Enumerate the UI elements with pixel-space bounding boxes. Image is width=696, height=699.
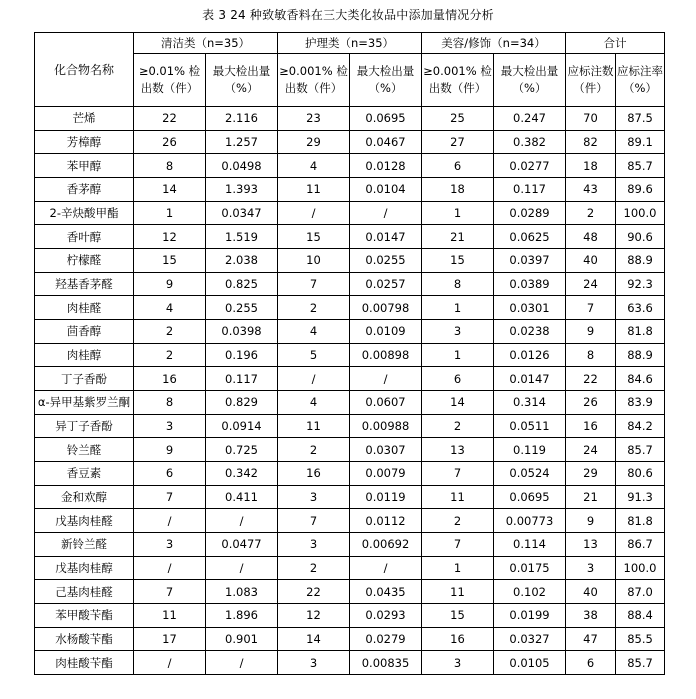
table-row bbox=[35, 604, 665, 628]
compound-name-cell: 肉桂醛 bbox=[35, 296, 134, 320]
label-count-cell: 7 bbox=[566, 296, 616, 320]
makeup-max-cell: 0.0147 bbox=[494, 367, 566, 391]
makeup-max-cell: 0.314 bbox=[494, 391, 566, 415]
compound-name-cell: 香豆素 bbox=[35, 462, 134, 486]
label-count-cell: 18 bbox=[566, 154, 616, 178]
cleaning-count-cell: 26 bbox=[134, 130, 206, 154]
makeup-count-cell: 2 bbox=[422, 414, 494, 438]
care-count-cell: / bbox=[278, 201, 350, 225]
table-row bbox=[35, 509, 665, 533]
subheader-cleaning-count: ≥0.01% 检出数（件） bbox=[134, 54, 206, 107]
subheader-makeup-max: 最大检出量（%） bbox=[494, 54, 566, 107]
cleaning-count-cell: / bbox=[134, 509, 206, 533]
makeup-max-cell: 0.0511 bbox=[494, 414, 566, 438]
label-rate-cell: 81.8 bbox=[616, 509, 665, 533]
label-count-cell: 3 bbox=[566, 556, 616, 580]
care-count-cell: 5 bbox=[278, 343, 350, 367]
care-max-cell: 0.0467 bbox=[350, 130, 422, 154]
label-rate-cell: 90.6 bbox=[616, 225, 665, 249]
makeup-max-cell: 0.00773 bbox=[494, 509, 566, 533]
makeup-max-cell: 0.0327 bbox=[494, 627, 566, 651]
makeup-max-cell: 0.0277 bbox=[494, 154, 566, 178]
cleaning-max-cell: 0.196 bbox=[206, 343, 278, 367]
table-body bbox=[35, 107, 665, 675]
cleaning-max-cell: 1.519 bbox=[206, 225, 278, 249]
care-max-cell: 0.0293 bbox=[350, 604, 422, 628]
makeup-max-cell: 0.0625 bbox=[494, 225, 566, 249]
table-row bbox=[35, 485, 665, 509]
cleaning-max-cell: 1.257 bbox=[206, 130, 278, 154]
cleaning-max-cell: 0.411 bbox=[206, 485, 278, 509]
makeup-count-cell: 1 bbox=[422, 201, 494, 225]
makeup-count-cell: 6 bbox=[422, 367, 494, 391]
care-count-cell: / bbox=[278, 367, 350, 391]
cleaning-max-cell: 2.116 bbox=[206, 107, 278, 131]
care-count-cell: 3 bbox=[278, 651, 350, 675]
makeup-max-cell: 0.0105 bbox=[494, 651, 566, 675]
cleaning-max-cell: 0.829 bbox=[206, 391, 278, 415]
makeup-count-cell: 13 bbox=[422, 438, 494, 462]
makeup-count-cell: 8 bbox=[422, 272, 494, 296]
makeup-max-cell: 0.0289 bbox=[494, 201, 566, 225]
cleaning-max-cell: 0.0347 bbox=[206, 201, 278, 225]
cleaning-max-cell: 0.0398 bbox=[206, 320, 278, 344]
table-row bbox=[35, 225, 665, 249]
care-count-cell: 29 bbox=[278, 130, 350, 154]
label-rate-cell: 86.7 bbox=[616, 533, 665, 557]
care-count-cell: 7 bbox=[278, 509, 350, 533]
subheader-label-rate: 应标注率（%） bbox=[616, 54, 665, 107]
cleaning-max-cell: / bbox=[206, 651, 278, 675]
label-count-cell: 43 bbox=[566, 178, 616, 202]
makeup-max-cell: 0.382 bbox=[494, 130, 566, 154]
compound-name-cell: 戊基肉桂醇 bbox=[35, 556, 134, 580]
cleaning-count-cell: 8 bbox=[134, 391, 206, 415]
table-row bbox=[35, 462, 665, 486]
label-count-cell: 21 bbox=[566, 485, 616, 509]
care-max-cell: 0.00692 bbox=[350, 533, 422, 557]
care-max-cell: 0.0279 bbox=[350, 627, 422, 651]
cleaning-max-cell: 0.825 bbox=[206, 272, 278, 296]
label-rate-cell: 80.6 bbox=[616, 462, 665, 486]
makeup-max-cell: 0.0175 bbox=[494, 556, 566, 580]
cleaning-count-cell: 11 bbox=[134, 604, 206, 628]
makeup-count-cell: 1 bbox=[422, 556, 494, 580]
label-rate-cell: 92.3 bbox=[616, 272, 665, 296]
cleaning-count-cell: 1 bbox=[134, 201, 206, 225]
makeup-max-cell: 0.0389 bbox=[494, 272, 566, 296]
care-count-cell: 14 bbox=[278, 627, 350, 651]
cleaning-max-cell: 0.0498 bbox=[206, 154, 278, 178]
label-rate-cell: 88.9 bbox=[616, 343, 665, 367]
makeup-count-cell: 3 bbox=[422, 651, 494, 675]
compound-name-cell: 2-辛炔酸甲酯 bbox=[35, 201, 134, 225]
makeup-count-cell: 25 bbox=[422, 107, 494, 131]
cleaning-max-cell: / bbox=[206, 509, 278, 533]
cleaning-max-cell: 1.896 bbox=[206, 604, 278, 628]
care-count-cell: 23 bbox=[278, 107, 350, 131]
care-max-cell: 0.00798 bbox=[350, 296, 422, 320]
cleaning-count-cell: 15 bbox=[134, 249, 206, 273]
care-max-cell: 0.00898 bbox=[350, 343, 422, 367]
label-rate-cell: 63.6 bbox=[616, 296, 665, 320]
cleaning-count-cell: 7 bbox=[134, 485, 206, 509]
care-max-cell: 0.0119 bbox=[350, 485, 422, 509]
label-count-cell: 24 bbox=[566, 438, 616, 462]
makeup-max-cell: 0.102 bbox=[494, 580, 566, 604]
label-rate-cell: 100.0 bbox=[616, 201, 665, 225]
makeup-count-cell: 18 bbox=[422, 178, 494, 202]
care-max-cell: 0.0112 bbox=[350, 509, 422, 533]
label-count-cell: 8 bbox=[566, 343, 616, 367]
care-count-cell: 2 bbox=[278, 556, 350, 580]
table-row bbox=[35, 272, 665, 296]
makeup-count-cell: 15 bbox=[422, 249, 494, 273]
makeup-max-cell: 0.0524 bbox=[494, 462, 566, 486]
compound-name-cell: 戊基肉桂醛 bbox=[35, 509, 134, 533]
care-max-cell: 0.0109 bbox=[350, 320, 422, 344]
care-max-cell: 0.0607 bbox=[350, 391, 422, 415]
makeup-max-cell: 0.0199 bbox=[494, 604, 566, 628]
group-header-cleaning: 清洁类（n=35） bbox=[134, 33, 278, 54]
makeup-count-cell: 6 bbox=[422, 154, 494, 178]
table-row bbox=[35, 391, 665, 415]
care-max-cell: 0.0079 bbox=[350, 462, 422, 486]
care-max-cell: / bbox=[350, 367, 422, 391]
makeup-count-cell: 1 bbox=[422, 296, 494, 320]
makeup-max-cell: 0.119 bbox=[494, 438, 566, 462]
cleaning-count-cell: 6 bbox=[134, 462, 206, 486]
group-header-care: 护理类（n=35） bbox=[278, 33, 422, 54]
compound-name-cell: 水杨酸苄酯 bbox=[35, 627, 134, 651]
label-rate-cell: 88.4 bbox=[616, 604, 665, 628]
label-rate-cell: 84.6 bbox=[616, 367, 665, 391]
label-count-cell: 16 bbox=[566, 414, 616, 438]
cleaning-count-cell: 7 bbox=[134, 580, 206, 604]
label-rate-cell: 88.9 bbox=[616, 249, 665, 273]
care-count-cell: 11 bbox=[278, 178, 350, 202]
table-row bbox=[35, 556, 665, 580]
compound-name-cell: 柠檬醛 bbox=[35, 249, 134, 273]
compound-name-cell: 茴香醇 bbox=[35, 320, 134, 344]
label-count-cell: 48 bbox=[566, 225, 616, 249]
table-row bbox=[35, 130, 665, 154]
care-count-cell: 22 bbox=[278, 580, 350, 604]
table-row bbox=[35, 249, 665, 273]
cleaning-max-cell: / bbox=[206, 556, 278, 580]
compound-name-cell: 香叶醇 bbox=[35, 225, 134, 249]
cleaning-count-cell: 9 bbox=[134, 438, 206, 462]
label-rate-cell: 85.5 bbox=[616, 627, 665, 651]
makeup-count-cell: 1 bbox=[422, 343, 494, 367]
table-row bbox=[35, 438, 665, 462]
cleaning-count-cell: 14 bbox=[134, 178, 206, 202]
cleaning-count-cell: 8 bbox=[134, 154, 206, 178]
compound-name-cell: 丁子香酚 bbox=[35, 367, 134, 391]
makeup-max-cell: 0.114 bbox=[494, 533, 566, 557]
makeup-count-cell: 7 bbox=[422, 533, 494, 557]
makeup-max-cell: 0.0301 bbox=[494, 296, 566, 320]
care-count-cell: 2 bbox=[278, 438, 350, 462]
compound-name-cell: 异丁子香酚 bbox=[35, 414, 134, 438]
makeup-max-cell: 0.0397 bbox=[494, 249, 566, 273]
label-rate-cell: 89.1 bbox=[616, 130, 665, 154]
cleaning-max-cell: 0.117 bbox=[206, 367, 278, 391]
table-row bbox=[35, 296, 665, 320]
care-count-cell: 12 bbox=[278, 604, 350, 628]
makeup-count-cell: 21 bbox=[422, 225, 494, 249]
care-max-cell: 0.0435 bbox=[350, 580, 422, 604]
care-count-cell: 16 bbox=[278, 462, 350, 486]
compound-name-cell: 芳樟醇 bbox=[35, 130, 134, 154]
care-max-cell: 0.0695 bbox=[350, 107, 422, 131]
care-count-cell: 11 bbox=[278, 414, 350, 438]
cleaning-count-cell: 17 bbox=[134, 627, 206, 651]
label-count-cell: 2 bbox=[566, 201, 616, 225]
table-row bbox=[35, 320, 665, 344]
label-rate-cell: 84.2 bbox=[616, 414, 665, 438]
table-row bbox=[35, 580, 665, 604]
label-rate-cell: 87.0 bbox=[616, 580, 665, 604]
cleaning-max-cell: 0.255 bbox=[206, 296, 278, 320]
care-max-cell: / bbox=[350, 556, 422, 580]
label-rate-cell: 85.7 bbox=[616, 651, 665, 675]
data-table bbox=[34, 32, 665, 675]
makeup-max-cell: 0.0695 bbox=[494, 485, 566, 509]
column-header-compound: 化合物名称 bbox=[35, 33, 134, 107]
label-rate-cell: 89.6 bbox=[616, 178, 665, 202]
label-count-cell: 13 bbox=[566, 533, 616, 557]
label-count-cell: 82 bbox=[566, 130, 616, 154]
table-caption: 表 3 24 种致敏香料在三大类化妆品中添加量情况分析 bbox=[202, 8, 494, 22]
label-rate-cell: 87.5 bbox=[616, 107, 665, 131]
table-row bbox=[35, 367, 665, 391]
makeup-max-cell: 0.0238 bbox=[494, 320, 566, 344]
label-count-cell: 38 bbox=[566, 604, 616, 628]
label-count-cell: 29 bbox=[566, 462, 616, 486]
makeup-max-cell: 0.247 bbox=[494, 107, 566, 131]
care-count-cell: 4 bbox=[278, 154, 350, 178]
table-row bbox=[35, 651, 665, 675]
care-max-cell: 0.0307 bbox=[350, 438, 422, 462]
cleaning-max-cell: 0.342 bbox=[206, 462, 278, 486]
compound-name-cell: 芒烯 bbox=[35, 107, 134, 131]
makeup-count-cell: 11 bbox=[422, 485, 494, 509]
cleaning-count-cell: / bbox=[134, 651, 206, 675]
label-rate-cell: 85.7 bbox=[616, 438, 665, 462]
label-rate-cell: 81.8 bbox=[616, 320, 665, 344]
label-count-cell: 9 bbox=[566, 509, 616, 533]
label-count-cell: 22 bbox=[566, 367, 616, 391]
subheader-makeup-count: ≥0.001% 检出数（件） bbox=[422, 54, 494, 107]
care-max-cell: 0.0255 bbox=[350, 249, 422, 273]
makeup-count-cell: 27 bbox=[422, 130, 494, 154]
compound-name-cell: 金和欢醇 bbox=[35, 485, 134, 509]
cleaning-count-cell: 2 bbox=[134, 343, 206, 367]
compound-name-cell: 铃兰醛 bbox=[35, 438, 134, 462]
care-count-cell: 2 bbox=[278, 296, 350, 320]
cleaning-count-cell: 3 bbox=[134, 414, 206, 438]
makeup-max-cell: 0.117 bbox=[494, 178, 566, 202]
care-max-cell: 0.00835 bbox=[350, 651, 422, 675]
subheader-label-count: 应标注数（件） bbox=[566, 54, 616, 107]
group-header-total: 合计 bbox=[566, 33, 665, 54]
table-row bbox=[35, 154, 665, 178]
label-rate-cell: 100.0 bbox=[616, 556, 665, 580]
table-row bbox=[35, 343, 665, 367]
table-row bbox=[35, 178, 665, 202]
label-count-cell: 70 bbox=[566, 107, 616, 131]
makeup-count-cell: 16 bbox=[422, 627, 494, 651]
cleaning-max-cell: 1.083 bbox=[206, 580, 278, 604]
care-count-cell: 3 bbox=[278, 533, 350, 557]
label-rate-cell: 83.9 bbox=[616, 391, 665, 415]
label-rate-cell: 91.3 bbox=[616, 485, 665, 509]
compound-name-cell: 苯甲醇 bbox=[35, 154, 134, 178]
care-max-cell: 0.0128 bbox=[350, 154, 422, 178]
table-row bbox=[35, 414, 665, 438]
cleaning-max-cell: 0.725 bbox=[206, 438, 278, 462]
cleaning-count-cell: 22 bbox=[134, 107, 206, 131]
label-count-cell: 9 bbox=[566, 320, 616, 344]
care-count-cell: 10 bbox=[278, 249, 350, 273]
makeup-count-cell: 15 bbox=[422, 604, 494, 628]
compound-name-cell: 香茅醇 bbox=[35, 178, 134, 202]
label-count-cell: 24 bbox=[566, 272, 616, 296]
label-rate-cell: 85.7 bbox=[616, 154, 665, 178]
label-count-cell: 40 bbox=[566, 580, 616, 604]
label-count-cell: 40 bbox=[566, 249, 616, 273]
cleaning-count-cell: 16 bbox=[134, 367, 206, 391]
care-count-cell: 4 bbox=[278, 320, 350, 344]
table-row bbox=[35, 627, 665, 651]
compound-name-cell: 肉桂醇 bbox=[35, 343, 134, 367]
label-count-cell: 47 bbox=[566, 627, 616, 651]
makeup-count-cell: 7 bbox=[422, 462, 494, 486]
care-max-cell: 0.0147 bbox=[350, 225, 422, 249]
cleaning-count-cell: 4 bbox=[134, 296, 206, 320]
cleaning-max-cell: 0.0477 bbox=[206, 533, 278, 557]
compound-name-cell: 羟基香茅醛 bbox=[35, 272, 134, 296]
subheader-cleaning-max: 最大检出量（%） bbox=[206, 54, 278, 107]
care-count-cell: 4 bbox=[278, 391, 350, 415]
care-max-cell: 0.0257 bbox=[350, 272, 422, 296]
compound-name-cell: 苯甲酸苄酯 bbox=[35, 604, 134, 628]
compound-name-cell: 新铃兰醛 bbox=[35, 533, 134, 557]
cleaning-count-cell: / bbox=[134, 556, 206, 580]
table-row bbox=[35, 201, 665, 225]
makeup-max-cell: 0.0126 bbox=[494, 343, 566, 367]
cleaning-max-cell: 1.393 bbox=[206, 178, 278, 202]
label-count-cell: 6 bbox=[566, 651, 616, 675]
makeup-count-cell: 11 bbox=[422, 580, 494, 604]
care-max-cell: / bbox=[350, 201, 422, 225]
care-max-cell: 0.0104 bbox=[350, 178, 422, 202]
subheader-care-max: 最大检出量（%） bbox=[350, 54, 422, 107]
makeup-count-cell: 3 bbox=[422, 320, 494, 344]
care-count-cell: 15 bbox=[278, 225, 350, 249]
table-row bbox=[35, 533, 665, 557]
cleaning-max-cell: 0.901 bbox=[206, 627, 278, 651]
subheader-care-count: ≥0.001% 检出数（件） bbox=[278, 54, 350, 107]
compound-name-cell: α-异甲基紫罗兰酮 bbox=[35, 391, 134, 415]
cleaning-count-cell: 9 bbox=[134, 272, 206, 296]
label-count-cell: 26 bbox=[566, 391, 616, 415]
compound-name-cell: 己基肉桂醛 bbox=[35, 580, 134, 604]
care-count-cell: 7 bbox=[278, 272, 350, 296]
cleaning-count-cell: 3 bbox=[134, 533, 206, 557]
table-row bbox=[35, 107, 665, 131]
care-max-cell: 0.00988 bbox=[350, 414, 422, 438]
cleaning-count-cell: 2 bbox=[134, 320, 206, 344]
care-count-cell: 3 bbox=[278, 485, 350, 509]
cleaning-max-cell: 2.038 bbox=[206, 249, 278, 273]
compound-name-cell: 肉桂酸苄酯 bbox=[35, 651, 134, 675]
makeup-count-cell: 2 bbox=[422, 509, 494, 533]
makeup-count-cell: 14 bbox=[422, 391, 494, 415]
group-header-makeup: 美容/修饰（n=34） bbox=[422, 33, 566, 54]
cleaning-count-cell: 12 bbox=[134, 225, 206, 249]
cleaning-max-cell: 0.0914 bbox=[206, 414, 278, 438]
